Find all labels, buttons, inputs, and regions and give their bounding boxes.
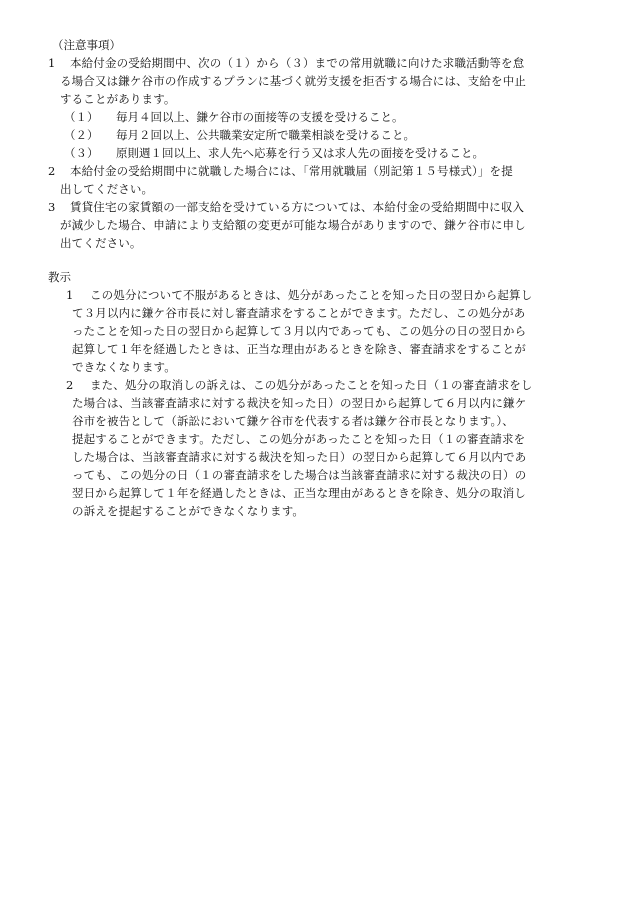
- note-text: [70, 162, 588, 180]
- note-text: [70, 54, 588, 72]
- sub-item-number: （１）: [64, 110, 99, 124]
- instruction-line: ったことを知った日の翌日から起算して３月以内であっても、この処分の日の翌日から: [72, 324, 527, 338]
- instruction-line: て３月以内に鎌ケ谷市長に対し審査請求をすることができます。ただし、この処分があ: [72, 306, 526, 320]
- note-line: 賃貸住宅の家賃額の一部支給を受けている方については、本給付金の受給期間中に収入: [70, 200, 525, 214]
- instruction-line: の訴えを提起することができなくなります。: [72, 504, 305, 518]
- sub-item-text: 原則週１回以上、求人先へ応募を行う又は求人先の面接を受けること。: [116, 146, 484, 160]
- instruction-item-1: [66, 286, 590, 376]
- instruction-line: この処分について不服があるときは、処分があったことを知った日の翌日から起算し: [90, 288, 533, 302]
- note-item-1: [48, 54, 588, 108]
- instruction-line: た場合は、当該審査請求に対する裁決を知った日）の翌日から起算して６月以内に鎌ケ: [72, 396, 527, 410]
- note-line: することがあります。: [60, 92, 176, 106]
- sub-item-text: 毎月４回以上、鎌ケ谷市の面接等の支援を受けること。: [116, 110, 404, 124]
- sub-item-number: （２）: [64, 128, 99, 142]
- note-line: 本給付金の受給期間中に就職した場合には、「常用就職届（別記第１５号様式）」を提: [70, 164, 513, 178]
- instruction-line: また、処分の取消しの訴えは、この処分があったことを知った日（１の審査請求をし: [90, 378, 533, 392]
- note-line: が減少した場合、申請により支給額の変更が可能な場合がありますので、鎌ケ谷市に申し: [60, 218, 526, 232]
- sub-item-text: 毎月２回以上、公共職業安定所で職業相談を受けること。: [116, 128, 415, 142]
- note-item-2: [48, 162, 588, 198]
- notes-heading: （注意事項）: [52, 38, 121, 52]
- instruction-line: 翌日から起算して１年を経過したときは、正当な理由があるときを除き、処分の取消し: [72, 486, 526, 500]
- note-line: る場合又は鎌ケ谷市の作成するプランに基づく就労支援を拒否する場合には、支給を中止: [60, 74, 526, 88]
- instruction-line: っても、この処分の日（１の審査請求をした場合は当該審査請求に対する裁決の日）の: [72, 468, 527, 482]
- note-number: 3: [48, 200, 56, 214]
- instruction-line: した場合は、当該審査請求に対する裁決を知った日）の翌日から起算して６月以内であ: [72, 450, 527, 464]
- note-text: [70, 198, 588, 216]
- instruction-text: [90, 286, 590, 304]
- instruction-line: できなくなります。: [72, 360, 176, 374]
- note-line: 出てください。: [60, 236, 142, 250]
- note-number: 2: [48, 164, 56, 178]
- note-item-3: [48, 198, 588, 252]
- note-number: 1: [48, 56, 56, 70]
- instruction-line: 谷市を被告として（訴訟において鎌ケ谷市を代表する者は鎌ケ谷市長となります。）、: [72, 414, 514, 428]
- instruction-line: 提起することができます。ただし、この処分があったことを知った日（１の審査請求を: [72, 432, 526, 446]
- sub-item-number: （３）: [64, 146, 99, 160]
- instruction-heading: 教示: [48, 270, 71, 284]
- instruction-text: [90, 376, 590, 394]
- instruction-item-2: [66, 376, 590, 520]
- note-line: 出してください。: [60, 182, 154, 196]
- sub-item-2: [64, 126, 415, 144]
- instruction-number: 2: [66, 378, 74, 392]
- instruction-line: 起算して１年を経過したときは、正当な理由があるときを除き、審査請求をすることが: [72, 342, 526, 356]
- instruction-number: 1: [66, 288, 74, 302]
- sub-item-1: [64, 108, 404, 126]
- sub-item-3: [64, 144, 484, 162]
- note-line: 本給付金の受給期間中、次の（１）から（３）までの常用就職に向けた求職活動等を怠: [70, 56, 525, 70]
